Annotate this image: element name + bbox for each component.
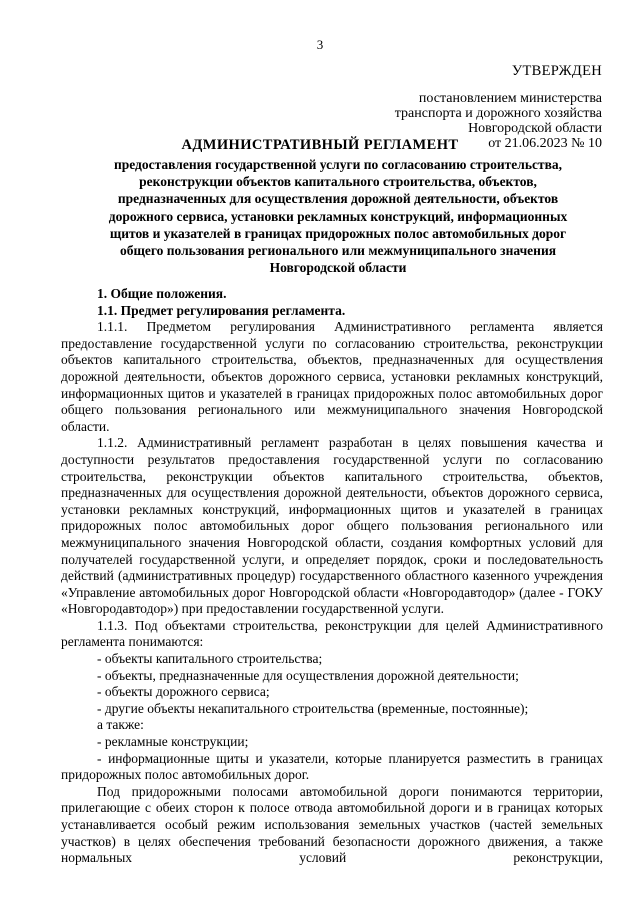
- document-title: АДМИНИСТРАТИВНЫЙ РЕГЛАМЕНТ: [181, 137, 459, 153]
- document-subtitle: предоставления государственной услуги по согласованию строительства, реконструкции объектов капитального строительства, объектов, предназначенных для осуществления дорожной деятельности, объектов дорожного сервиса, установки рекламных конструкций, информационных щитов и указателей в границах придорожных полос автомобильных дорог общего пользования регионального или межмуниципального значения Новгородской области: [108, 157, 568, 276]
- approval-line: Новгородской области: [468, 121, 602, 136]
- approval-heading: УТВЕРЖДЕН: [511, 63, 602, 79]
- document-body: [61, 286, 603, 867]
- approval-line: транспорта и дорожного хозяйства: [394, 106, 602, 121]
- list-item: - объекты, предназначенные для осуществления дорожной деятельности;: [97, 667, 519, 683]
- list-item: - объекты дорожного сервиса;: [97, 684, 270, 700]
- list-item: - рекламные конструкции;: [97, 734, 249, 750]
- paragraph: 1.1.3. Под объектами строительства, реконструкции для целей Административного регламента понимаются:: [61, 617, 603, 650]
- approval-line: постановлением министерства: [418, 91, 602, 106]
- paragraph: 1.1.2. Административный регламент разработан в целях повышения качества и доступности результатов предоставления государственной услуги по согласованию строительства, реконструкции объектов капитального строительства, объектов, предназначенных для осуществления дорожной деятельности, объектов дорожного сервиса, установки рекламных конструкций, информационных щитов и указателей в границах придорожных полос автомобильных дорог общего пользования регионального или межмуниципального значения Новгородской области, создания комфортных условий для получателей государственной услуги, и определяет порядок, сроки и последовательность действий (административных процедур) государственного областного казенного учреждения «Управление автомобильных дорог Новгородской области «Новгородавтодор» (далее - ГОКУ «Новгородавтодор») при предоставлении государственной услуги.: [61, 435, 603, 617]
- paragraph: 1.1.1. Предметом регулирования Административного регламента является предоставление государственной услуги по согласованию строительства, реконструкции объектов капитального строительства, объектов, предназначенных для осуществления дорожной деятельности, объектов дорожного сервиса, установки рекламных конструкций, информационных щитов и указателей в границах придорожных полос автомобильных дорог общего пользования регионального или межмуниципального значения Новгородской области.: [61, 319, 603, 434]
- list-connector: а также:: [97, 717, 144, 733]
- list-item: - другие объекты некапитального строительства (временные, постоянные);: [97, 700, 529, 716]
- subsection-heading: 1.1. Предмет регулирования регламента.: [97, 302, 346, 318]
- page-number: 3: [316, 37, 324, 52]
- list-item: - информационные щиты и указатели, которые планируется разместить в границах придорожных полос автомобильных дорог.: [61, 750, 603, 783]
- approval-line: от 21.06.2023 № 10: [488, 136, 602, 151]
- section-heading: 1. Общие положения.: [97, 286, 227, 301]
- list-item: - объекты капитального строительства;: [97, 651, 323, 667]
- paragraph: Под придорожными полосами автомобильной дороги понимаются территории, прилегающие с обеих сторон к полосе отвода автомобильной дороги и в границах которых устанавливается особый режим использования земельных участков (частей земельных участков) в целях обеспечения требований безопасности дорожного движения, а также нормальных условий реконструкции,: [61, 783, 603, 866]
